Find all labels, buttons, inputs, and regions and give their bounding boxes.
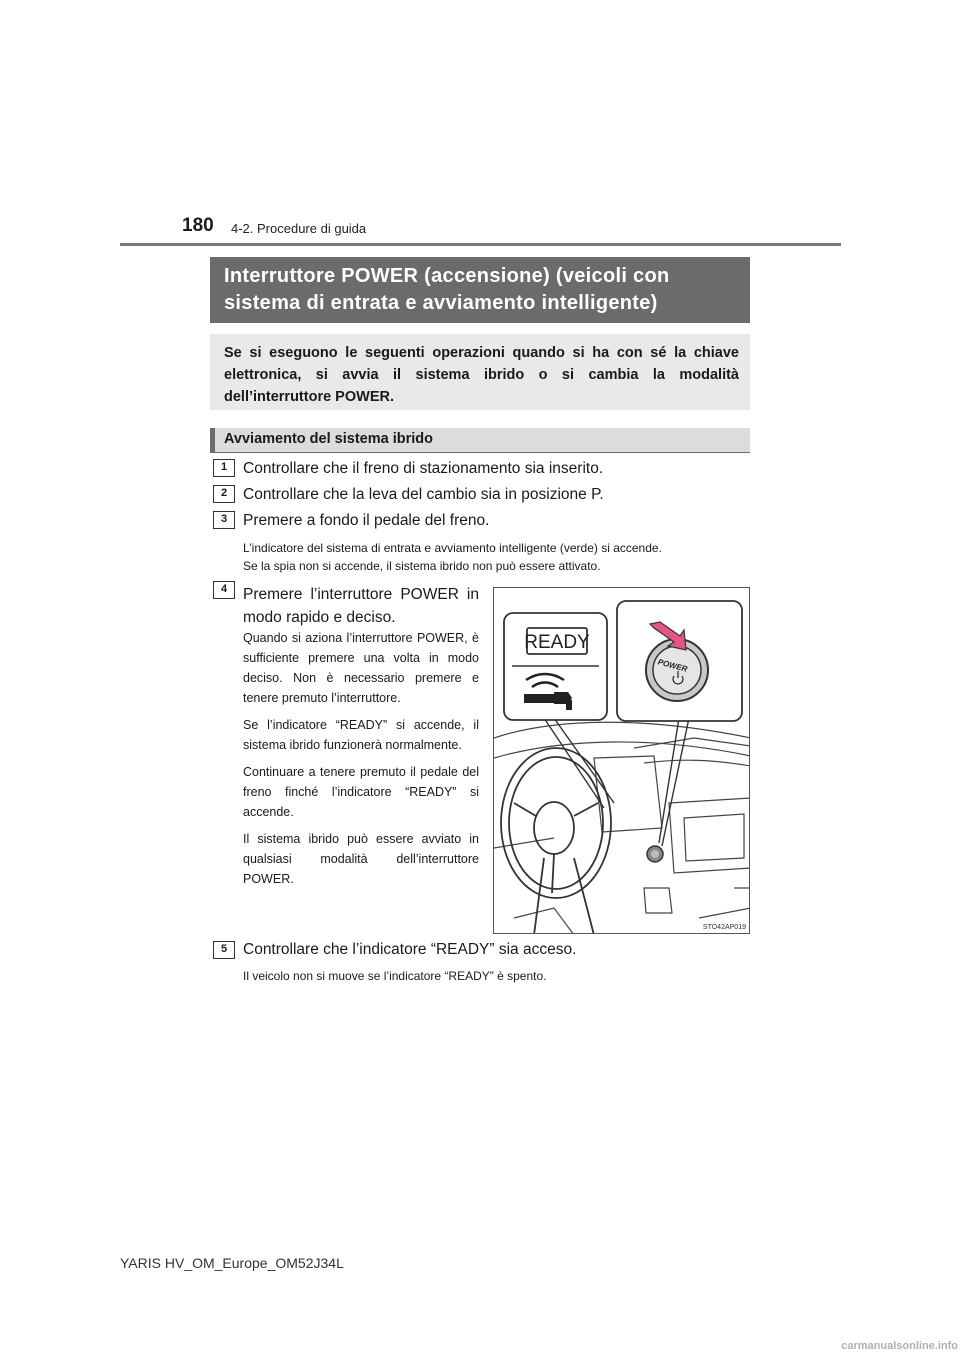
intro-text: Se si eseguono le seguenti operazioni quando si ha con sé la chiave elettronica, si avvia il sistema ibrido o si cambia la modalità dell’interruttore POWER. bbox=[210, 334, 750, 410]
footer-document-id: YARIS HV_OM_Europe_OM52J34L bbox=[120, 1255, 344, 1271]
step-3-note-2: Se la spia non si accende, il sistema ibrido non può essere attivato. bbox=[243, 559, 601, 573]
step-text-2: Controllare che la leva del cambio sia in posizione P. bbox=[243, 486, 604, 503]
step-4-paragraph: Continuare a tenere premuto il pedale del freno finché l’indicatore “READY” si accende. bbox=[243, 765, 479, 819]
power-switch-illustration bbox=[493, 587, 750, 934]
page-title-line-1: Interruttore POWER (accensione) (veicoli con bbox=[224, 265, 670, 287]
illustration-drawing bbox=[494, 588, 750, 934]
step-4-details bbox=[243, 628, 479, 896]
step-text-3: Premere a fondo il pedale del freno. bbox=[243, 512, 490, 529]
step-text-5: Controllare che l’indicatore “READY” sia acceso. bbox=[243, 941, 577, 958]
header-divider bbox=[120, 243, 841, 246]
section-breadcrumb: 4-2. Procedure di guida bbox=[231, 221, 367, 236]
step-badge-4: 4 bbox=[213, 581, 235, 599]
ready-indicator-label: READY bbox=[524, 632, 590, 653]
step-badge-1: 1 bbox=[213, 459, 235, 477]
step-4-paragraph: Quando si aziona l’interruttore POWER, è sufficiente premere una volta in modo deciso. Non è necessario premere e tenere premuto l’interruttore. bbox=[243, 631, 479, 705]
step-badge-2: 2 bbox=[213, 485, 235, 503]
step-badge-5: 5 bbox=[213, 941, 235, 959]
subsection-heading: Avviamento del sistema ibrido bbox=[210, 428, 750, 453]
step-5-note: Il veicolo non si muove se l’indicatore “READY” è spento. bbox=[243, 969, 547, 983]
watermark: carmanualsonline.info bbox=[841, 1340, 958, 1352]
step-3-note-1: L’indicatore del sistema di entrata e avviamento intelligente (verde) si accende. bbox=[243, 541, 662, 555]
step-4-paragraph: Il sistema ibrido può essere avviato in qualsiasi modalità dell’interruttore POWER. bbox=[243, 832, 479, 886]
step-badge-3: 3 bbox=[213, 511, 235, 529]
page-title bbox=[210, 257, 750, 323]
page-number: 180 bbox=[182, 215, 214, 236]
step-text-1: Controllare che il freno di stazionamento sia inserito. bbox=[243, 460, 604, 477]
step-text-4: Premere l’interruttore POWER in modo rapido e deciso. bbox=[243, 586, 479, 626]
image-code: STO42AP019 bbox=[702, 924, 746, 931]
page-title-line-2: sistema di entrata e avviamento intelligente) bbox=[224, 292, 658, 314]
step-4-paragraph: Se l’indicatore “READY” si accende, il sistema ibrido funzionerà normalmente. bbox=[243, 718, 479, 752]
power-switch-label: POWER bbox=[656, 657, 689, 674]
